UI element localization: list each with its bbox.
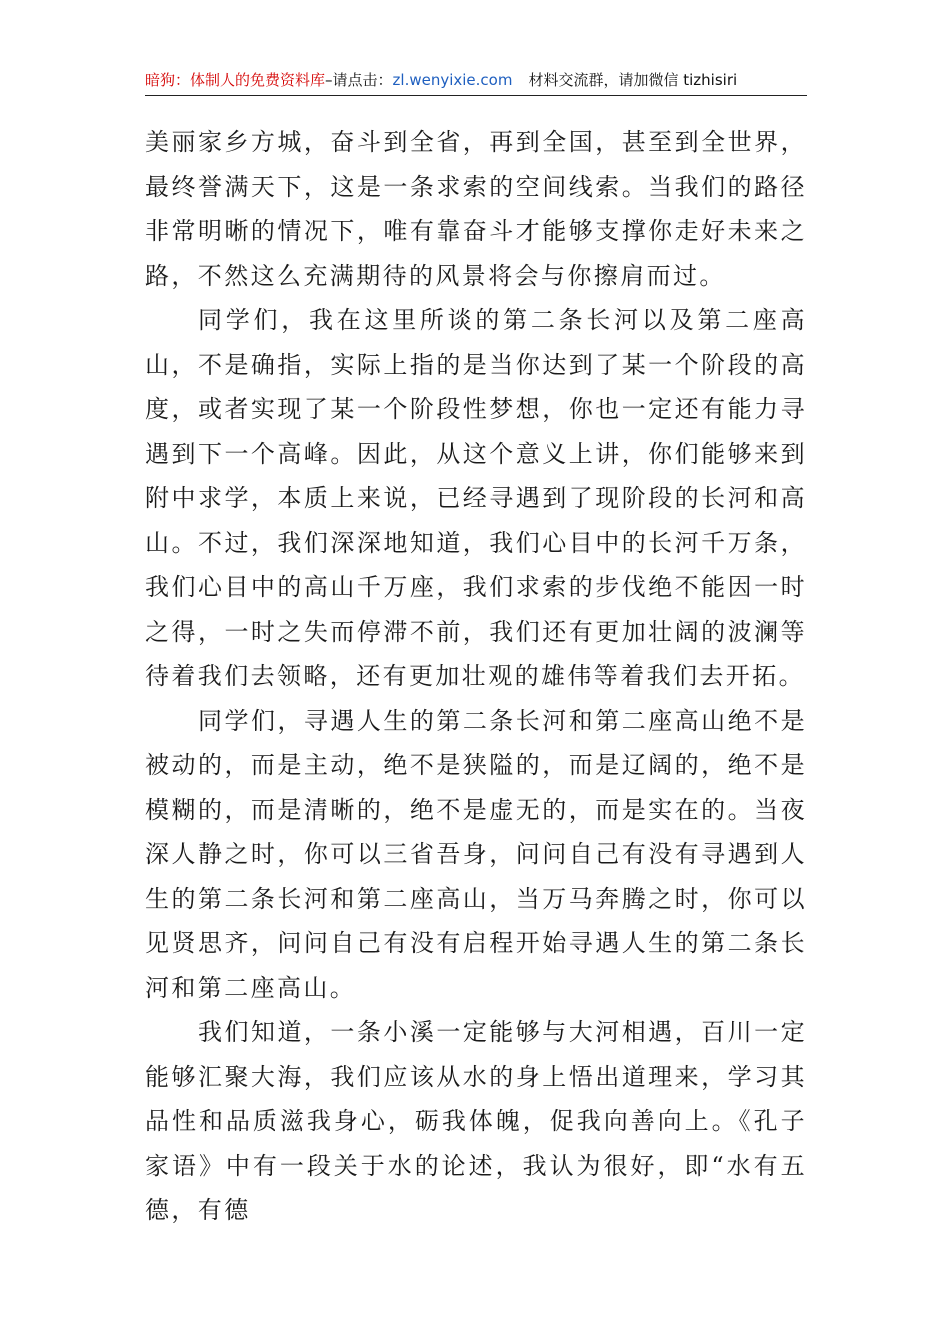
paragraph: 我们知道，一条小溪一定能够与大河相遇，百川一定能够汇聚大海，我们应该从水的身上悟出道理来，学习其品性和品质滋我身心，砺我体魄，促我向善向上。《孔子家语》中有一段关于水的论述，我认为很好，即“水有五德，有德: [145, 1018, 807, 1224]
header-click-text: –请点击：: [325, 71, 393, 89]
page-header: [145, 66, 807, 94]
header-divider: [145, 95, 807, 96]
paragraph: 同学们，我在这里所谈的第二条长河以及第二座高山，不是确指，实际上指的是当你达到了某一个阶段的高度，或者实现了某一个阶段性梦想，你也一定还有能力寻遇到下一个高峰。因此，从这个意义上讲，你们能够来到附中求学，本质上来说，已经寻遇到了现阶段的长河和高山。不过，我们深深地知道，我们心目中的长河千万条，我们心目中的高山千万座，我们求索的步伐绝不能因一时之得，一时之失而停滞不前，我们还有更加壮阔的波澜等待着我们去领略，还有更加壮观的雄伟等着我们去开拓。: [145, 306, 807, 690]
paragraph: 同学们，寻遇人生的第二条长河和第二座高山绝不是被动的，而是主动，绝不是狭隘的，而是辽阔的，绝不是模糊的，而是清晰的，绝不是虚无的，而是实在的。当夜深人静之时，你可以三省吾身，问问自己有没有寻遇到人生的第二条长河和第二座高山，当万马奔腾之时，你可以见贤思齐，问问自己有没有启程开始寻遇人生的第二条长河和第二座高山。: [145, 706, 807, 1002]
document-body: [145, 120, 807, 1233]
header-url-link[interactable]: zl.wenyixie.com: [392, 71, 513, 89]
paragraph-continuation: 美丽家乡方城，奋斗到全省，再到全国，甚至到全世界，最终誉满天下，这是一条求索的空间线索。当我们的路径非常明晰的情况下，唯有靠奋斗才能够支撑你走好未来之路，不然这么充满期待的风景将会与你擦肩而过。: [145, 128, 807, 290]
header-prefix: 暗狗：体制人的免费资料库: [145, 71, 326, 89]
header-group-text: 材料交流群，请加微信 tizhisiri: [528, 71, 738, 89]
